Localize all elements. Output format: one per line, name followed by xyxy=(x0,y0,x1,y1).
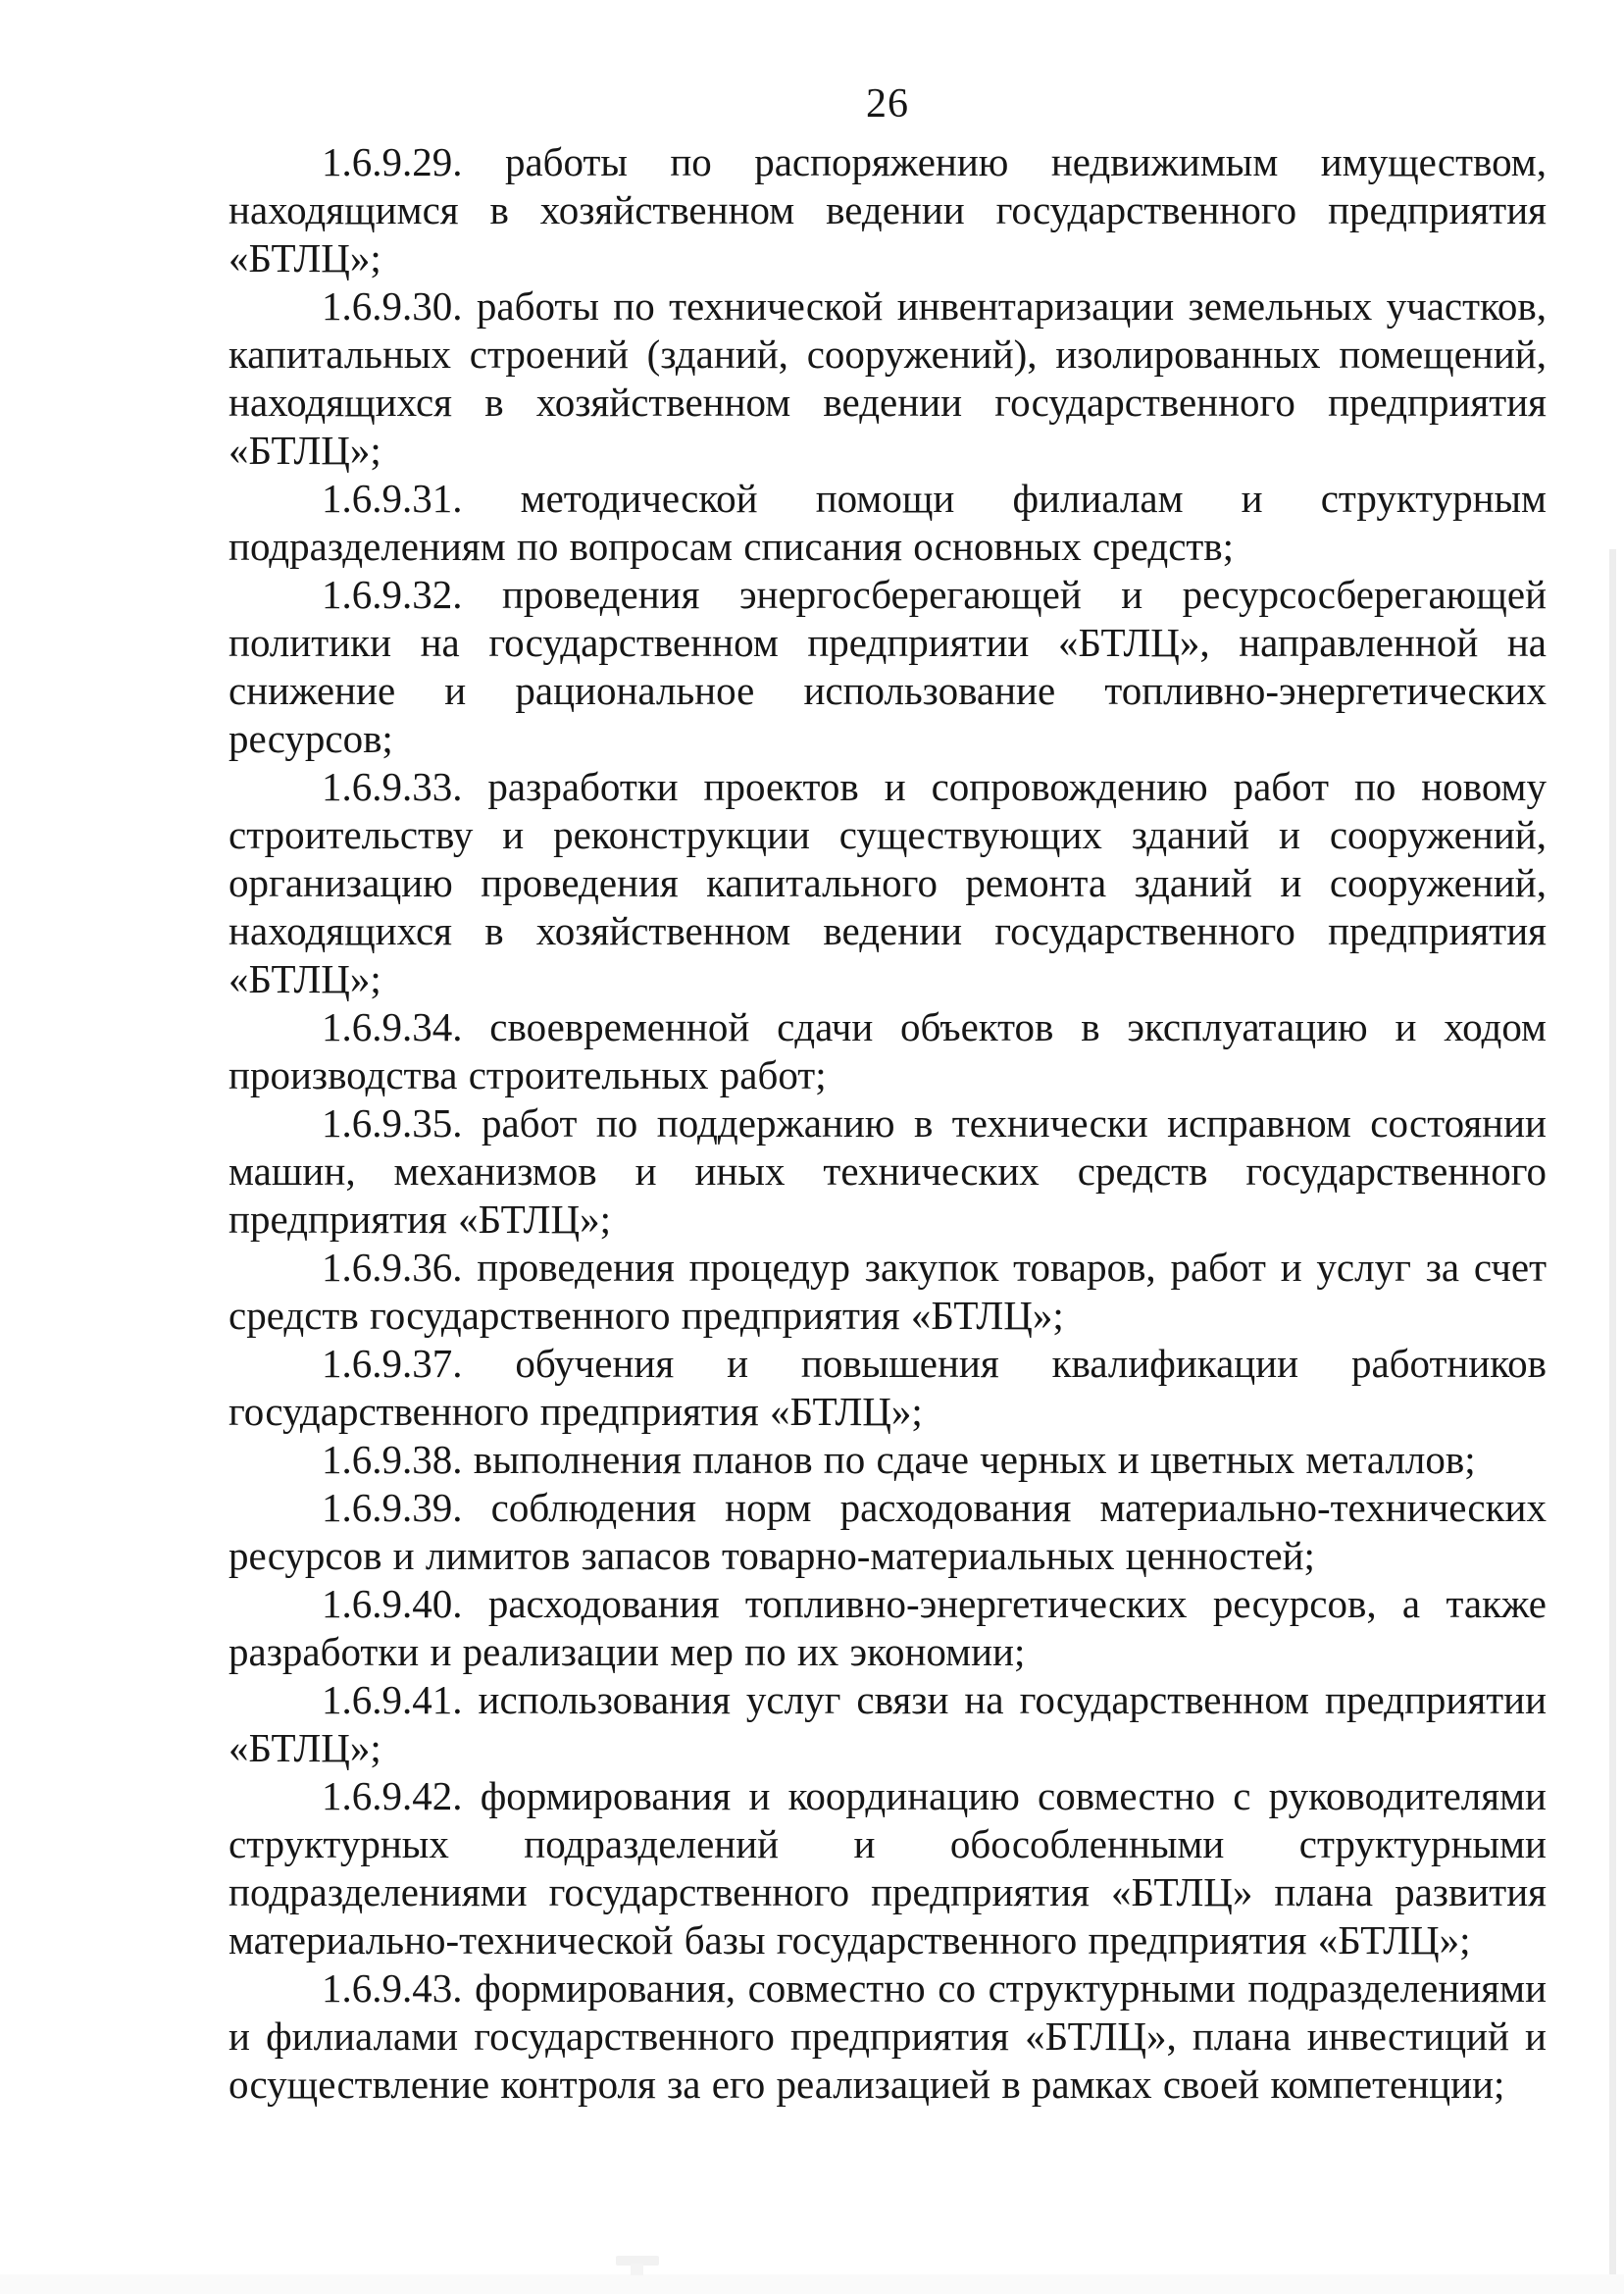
item-number: 1.6.9.37. xyxy=(322,1341,463,1386)
item-number: 1.6.9.41. xyxy=(322,1677,463,1722)
item-number: 1.6.9.30. xyxy=(322,283,463,329)
item-number: 1.6.9.35. xyxy=(322,1100,463,1146)
item-text: методической помощи филиалам и структурным подразделениям по вопросам списания основных средств; xyxy=(228,476,1548,569)
page-number: 26 xyxy=(866,81,909,127)
item-number: 1.6.9.32. xyxy=(322,572,463,617)
scan-edge-shadow xyxy=(1609,549,1616,2294)
list-item xyxy=(228,1244,1547,1340)
scan-bottom-band xyxy=(0,2274,1624,2294)
item-number: 1.6.9.36. xyxy=(322,1245,463,1290)
list-item xyxy=(228,1436,1547,1484)
item-text: своевременной сдачи объектов в эксплуатацию и ходом производства строительных работ; xyxy=(228,1004,1547,1097)
item-text: работы по распоряжению недвижимым имуществом, находящимся в хозяйственном ведении государственного предприятия «БТЛЦ»; xyxy=(228,139,1548,280)
item-number: 1.6.9.43. xyxy=(322,1965,463,2011)
list-item xyxy=(228,1340,1547,1436)
item-text: расходования топливно-энергетических ресурсов, а также разработки и реализации мер по их экономии; xyxy=(228,1581,1547,1674)
list-item xyxy=(228,1484,1547,1580)
item-text: разработки проектов и сопровождению работ по новому строительству и реконструкции существующих зданий и сооружений, организацию проведения капитального ремонта зданий и сооружений, находящихся в хозяйственном ведении государственного предприятия «БТЛЦ»; xyxy=(228,764,1547,1001)
list-item xyxy=(228,475,1547,571)
item-text: проведения энергосберегающей и ресурсосберегающей политики на государственном предприятии «БТЛЦ», направленной на снижение и рациональное использование топливно-энергетических ресурсов; xyxy=(228,572,1548,761)
item-text: формирования и координацию совместно с руководителями структурных подразделений и обособленными структурными подразделениями государственного предприятия «БТЛЦ» плана развития материально-технической базы государственного предприятия «БТЛЦ»; xyxy=(228,1773,1547,1963)
item-number: 1.6.9.29. xyxy=(322,139,463,184)
list-item xyxy=(228,1772,1547,1964)
list-item xyxy=(228,1099,1547,1244)
item-text: соблюдения норм расходования материально-технических ресурсов и лимитов запасов товарно-материальных ценностей; xyxy=(228,1485,1547,1578)
list-item xyxy=(228,282,1547,475)
item-text: выполнения планов по сдаче черных и цветных металлов; xyxy=(473,1437,1476,1482)
item-text: обучения и повышения квалификации работников государственного предприятия «БТЛЦ»; xyxy=(228,1341,1547,1434)
item-text: использования услуг связи на государственном предприятии «БТЛЦ»; xyxy=(228,1677,1548,1770)
list-item xyxy=(228,1676,1547,1772)
list-item xyxy=(228,1003,1547,1099)
item-number: 1.6.9.40. xyxy=(322,1581,463,1626)
list-item xyxy=(228,1964,1547,2109)
list-item xyxy=(228,571,1547,763)
item-number: 1.6.9.31. xyxy=(322,476,463,521)
list-item xyxy=(228,763,1547,1003)
list-item xyxy=(228,138,1547,282)
item-number: 1.6.9.39. xyxy=(322,1485,463,1530)
item-number: 1.6.9.33. xyxy=(322,764,463,809)
item-text: работ по поддержанию в технически исправном состоянии машин, механизмов и иных технических средств государственного предприятия «БТЛЦ»; xyxy=(228,1100,1548,1242)
item-text: формирования, совместно со структурными подразделениями и филиалами государственного предприятия «БТЛЦ», плана инвестиций и осуществление контроля за его реализацией в рамках своей компетенции; xyxy=(228,1965,1548,2107)
list-item xyxy=(228,1580,1547,1676)
item-number: 1.6.9.34. xyxy=(322,1004,463,1049)
item-number: 1.6.9.38. xyxy=(322,1437,463,1482)
item-text: проведения процедур закупок товаров, работ и услуг за счет средств государственного предприятия «БТЛЦ»; xyxy=(228,1245,1547,1338)
item-text: работы по технической инвентаризации земельных участков, капитальных строений (зданий, сооружений), изолированных помещений, находящихся в хозяйственном ведении государственного предприятия «БТЛЦ»; xyxy=(228,283,1547,473)
document-body xyxy=(228,138,1547,2109)
item-number: 1.6.9.42. xyxy=(322,1773,463,1818)
scan-smudge-artifact xyxy=(616,2256,659,2266)
